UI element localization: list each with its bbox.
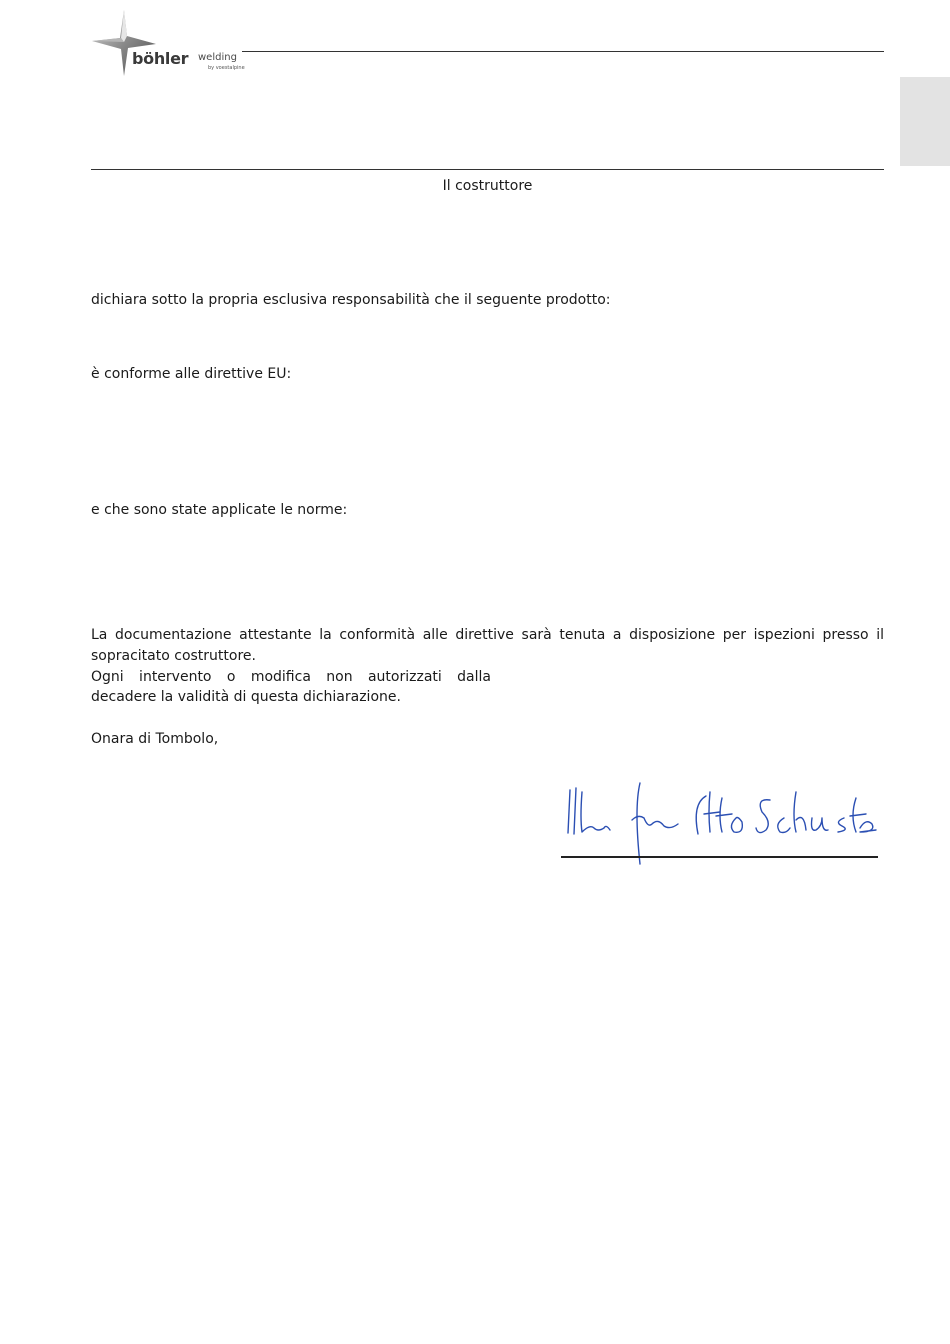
logo-product-text: welding bbox=[198, 52, 237, 63]
declares-text: dichiara sotto la propria esclusiva responsabilità che il seguente prodotto: bbox=[91, 292, 611, 308]
conforms-text: è conforme alle direttive EU: bbox=[91, 366, 292, 382]
place-text: Onara di Tombolo, bbox=[91, 731, 219, 747]
signature-line bbox=[561, 856, 878, 858]
handwritten-signature bbox=[560, 778, 880, 868]
declaration-title: Il costruttore bbox=[442, 178, 533, 194]
title-divider bbox=[91, 169, 884, 170]
intervention-text-line1: Ogni intervento o modifica non autorizzati dalla bbox=[91, 669, 491, 685]
standards-text: e che sono state applicate le norme: bbox=[91, 502, 348, 518]
header-divider bbox=[242, 51, 884, 52]
side-index-tab bbox=[900, 77, 950, 166]
bohler-welding-logo bbox=[90, 8, 245, 78]
documentation-text: La documentazione attestante la conformità alle direttive sarà tenuta a disposizione per ispezioni presso il sopracitato costruttore. bbox=[91, 627, 884, 664]
intervention-text-line2: decadere la validità di questa dichiarazione. bbox=[91, 689, 401, 705]
logo-brand-text: böhler bbox=[132, 49, 189, 68]
logo-tagline-text: by voestalpine bbox=[208, 65, 245, 71]
